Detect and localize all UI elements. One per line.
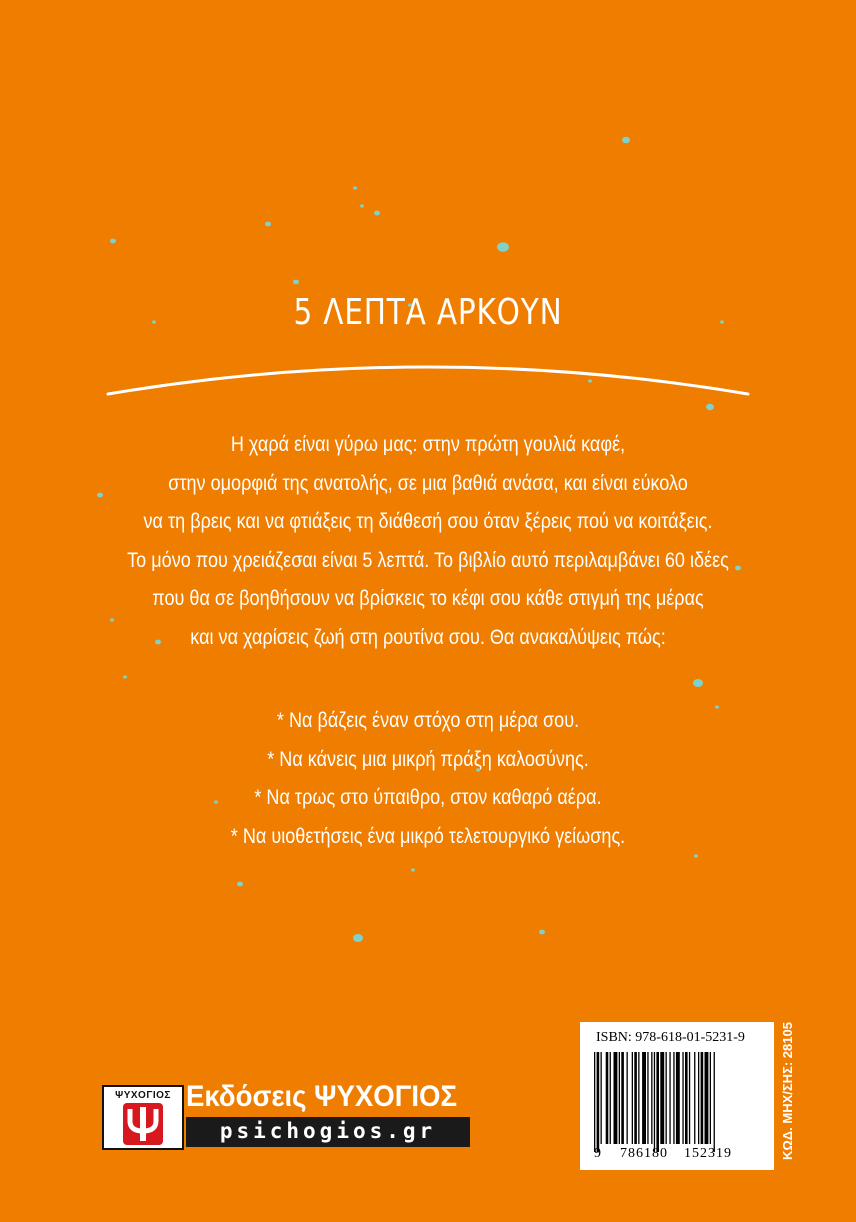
barcode-bar	[614, 1052, 618, 1144]
curved-divider	[100, 350, 756, 400]
barcode-bar	[673, 1052, 674, 1144]
barcode-bar	[714, 1052, 715, 1152]
bullet-list	[60, 702, 796, 856]
blurb-line: και να χαρίσεις ζωή στη ρουτίνα σου. Θα ανακαλύψεις πώς:	[190, 625, 666, 649]
blurb-line: Η χαρά είναι γύρω μας: στην πρώτη γουλιά καφέ,	[230, 433, 626, 456]
barcode-bar	[660, 1052, 664, 1144]
barcode-bar	[694, 1052, 695, 1144]
barcode-digit-first: 9	[594, 1146, 601, 1161]
barcode-bar	[676, 1052, 680, 1144]
barcode-bar	[642, 1052, 646, 1144]
blurb-line: να τη βρεις και να φτιάξεις τη διάθεσή σου όταν ξέρεις πού να κοιτάξεις.	[143, 510, 713, 533]
barcode-bar	[656, 1052, 659, 1152]
speckle	[123, 675, 127, 678]
publisher-name: Εκδόσεις ΨΥΧΟΓΙΟΣ	[186, 1080, 458, 1113]
blurb-line: στην ομορφιά της ανατολής, σε μια βαθιά ανάσα, και είναι εύκολο	[168, 471, 688, 495]
barcode-bar	[710, 1052, 711, 1144]
barcode-bar	[651, 1052, 652, 1144]
speckle	[706, 404, 714, 410]
speckle	[265, 222, 271, 227]
barcode-bar	[666, 1052, 667, 1144]
isbn-label: ISBN: 978-618-01-5231-9	[596, 1030, 745, 1045]
publisher-url: psichogios.gr	[219, 1119, 437, 1143]
logo-text: ΨΥΧΟΓΙΟΣ	[115, 1090, 171, 1101]
speckle	[374, 211, 380, 216]
blurb-line: που θα σε βοηθήσουν να βρίσκεις το κέφι σου κάθε στιγμή της μέρας	[152, 587, 704, 610]
blurb-line: Το μόνο που χρειάζεσαι είναι 5 λεπτά. Το βιβλίο αυτό περιλαμβάνει 60 ιδέες	[127, 548, 729, 572]
speckle	[693, 679, 703, 687]
barcode-bar	[682, 1052, 683, 1144]
speckle	[497, 242, 509, 252]
barcode-bar	[634, 1052, 637, 1144]
bullet-item: * Να υιοθετήσεις ένα μικρό τελετουργικό γείωσης.	[230, 824, 626, 848]
book-title: 5 ΛΕΠΤΑ ΑΡΚΟΥΝ	[293, 292, 563, 333]
product-code: ΚΩΔ. ΜΗΧ/ΣΗΣ: 28105	[780, 1022, 795, 1160]
barcode-bar	[627, 1052, 628, 1144]
barcode-bar	[689, 1052, 690, 1144]
barcode-digits-left: 786180	[620, 1146, 668, 1161]
publisher-url-box	[186, 1117, 470, 1147]
barcode-bar	[597, 1052, 600, 1152]
speckle	[293, 280, 299, 285]
bullet-item: * Να τρως στο ύπαιθρο, στον καθαρό αέρα.	[254, 786, 602, 809]
barcode-bar	[647, 1052, 648, 1144]
speckle	[353, 186, 357, 189]
barcode-digits-right: 152319	[684, 1146, 732, 1161]
barcode-bar	[632, 1052, 633, 1144]
speckle	[237, 882, 243, 887]
barcode-bar	[705, 1052, 709, 1144]
barcode-bar	[619, 1052, 620, 1144]
barcode-bar	[606, 1052, 609, 1144]
barcode-bar	[654, 1052, 655, 1152]
speckle	[411, 868, 415, 871]
barcode-bar	[638, 1052, 639, 1144]
bullet-item: * Να κάνεις μια μικρή πράξη καλοσύνης.	[267, 747, 589, 771]
barcode-bar	[698, 1052, 699, 1144]
speckle	[622, 137, 630, 143]
speckle	[360, 204, 364, 207]
bullet-item: * Να βάζεις έναν στόχο στη μέρα σου.	[276, 709, 580, 732]
speckle	[353, 934, 363, 942]
barcode-bar	[669, 1052, 670, 1144]
blurb	[60, 426, 796, 657]
barcode-bars	[592, 1052, 762, 1152]
publisher-logo	[102, 1085, 184, 1150]
speckle	[539, 930, 545, 935]
barcode-bar	[701, 1052, 704, 1144]
barcode-bar	[621, 1052, 624, 1144]
barcode-bar	[610, 1052, 611, 1144]
barcode-bar	[594, 1052, 595, 1152]
psi-logo-icon	[123, 1103, 163, 1145]
barcode-bar	[601, 1052, 602, 1144]
barcode-bar	[685, 1052, 688, 1144]
speckle	[110, 239, 116, 244]
